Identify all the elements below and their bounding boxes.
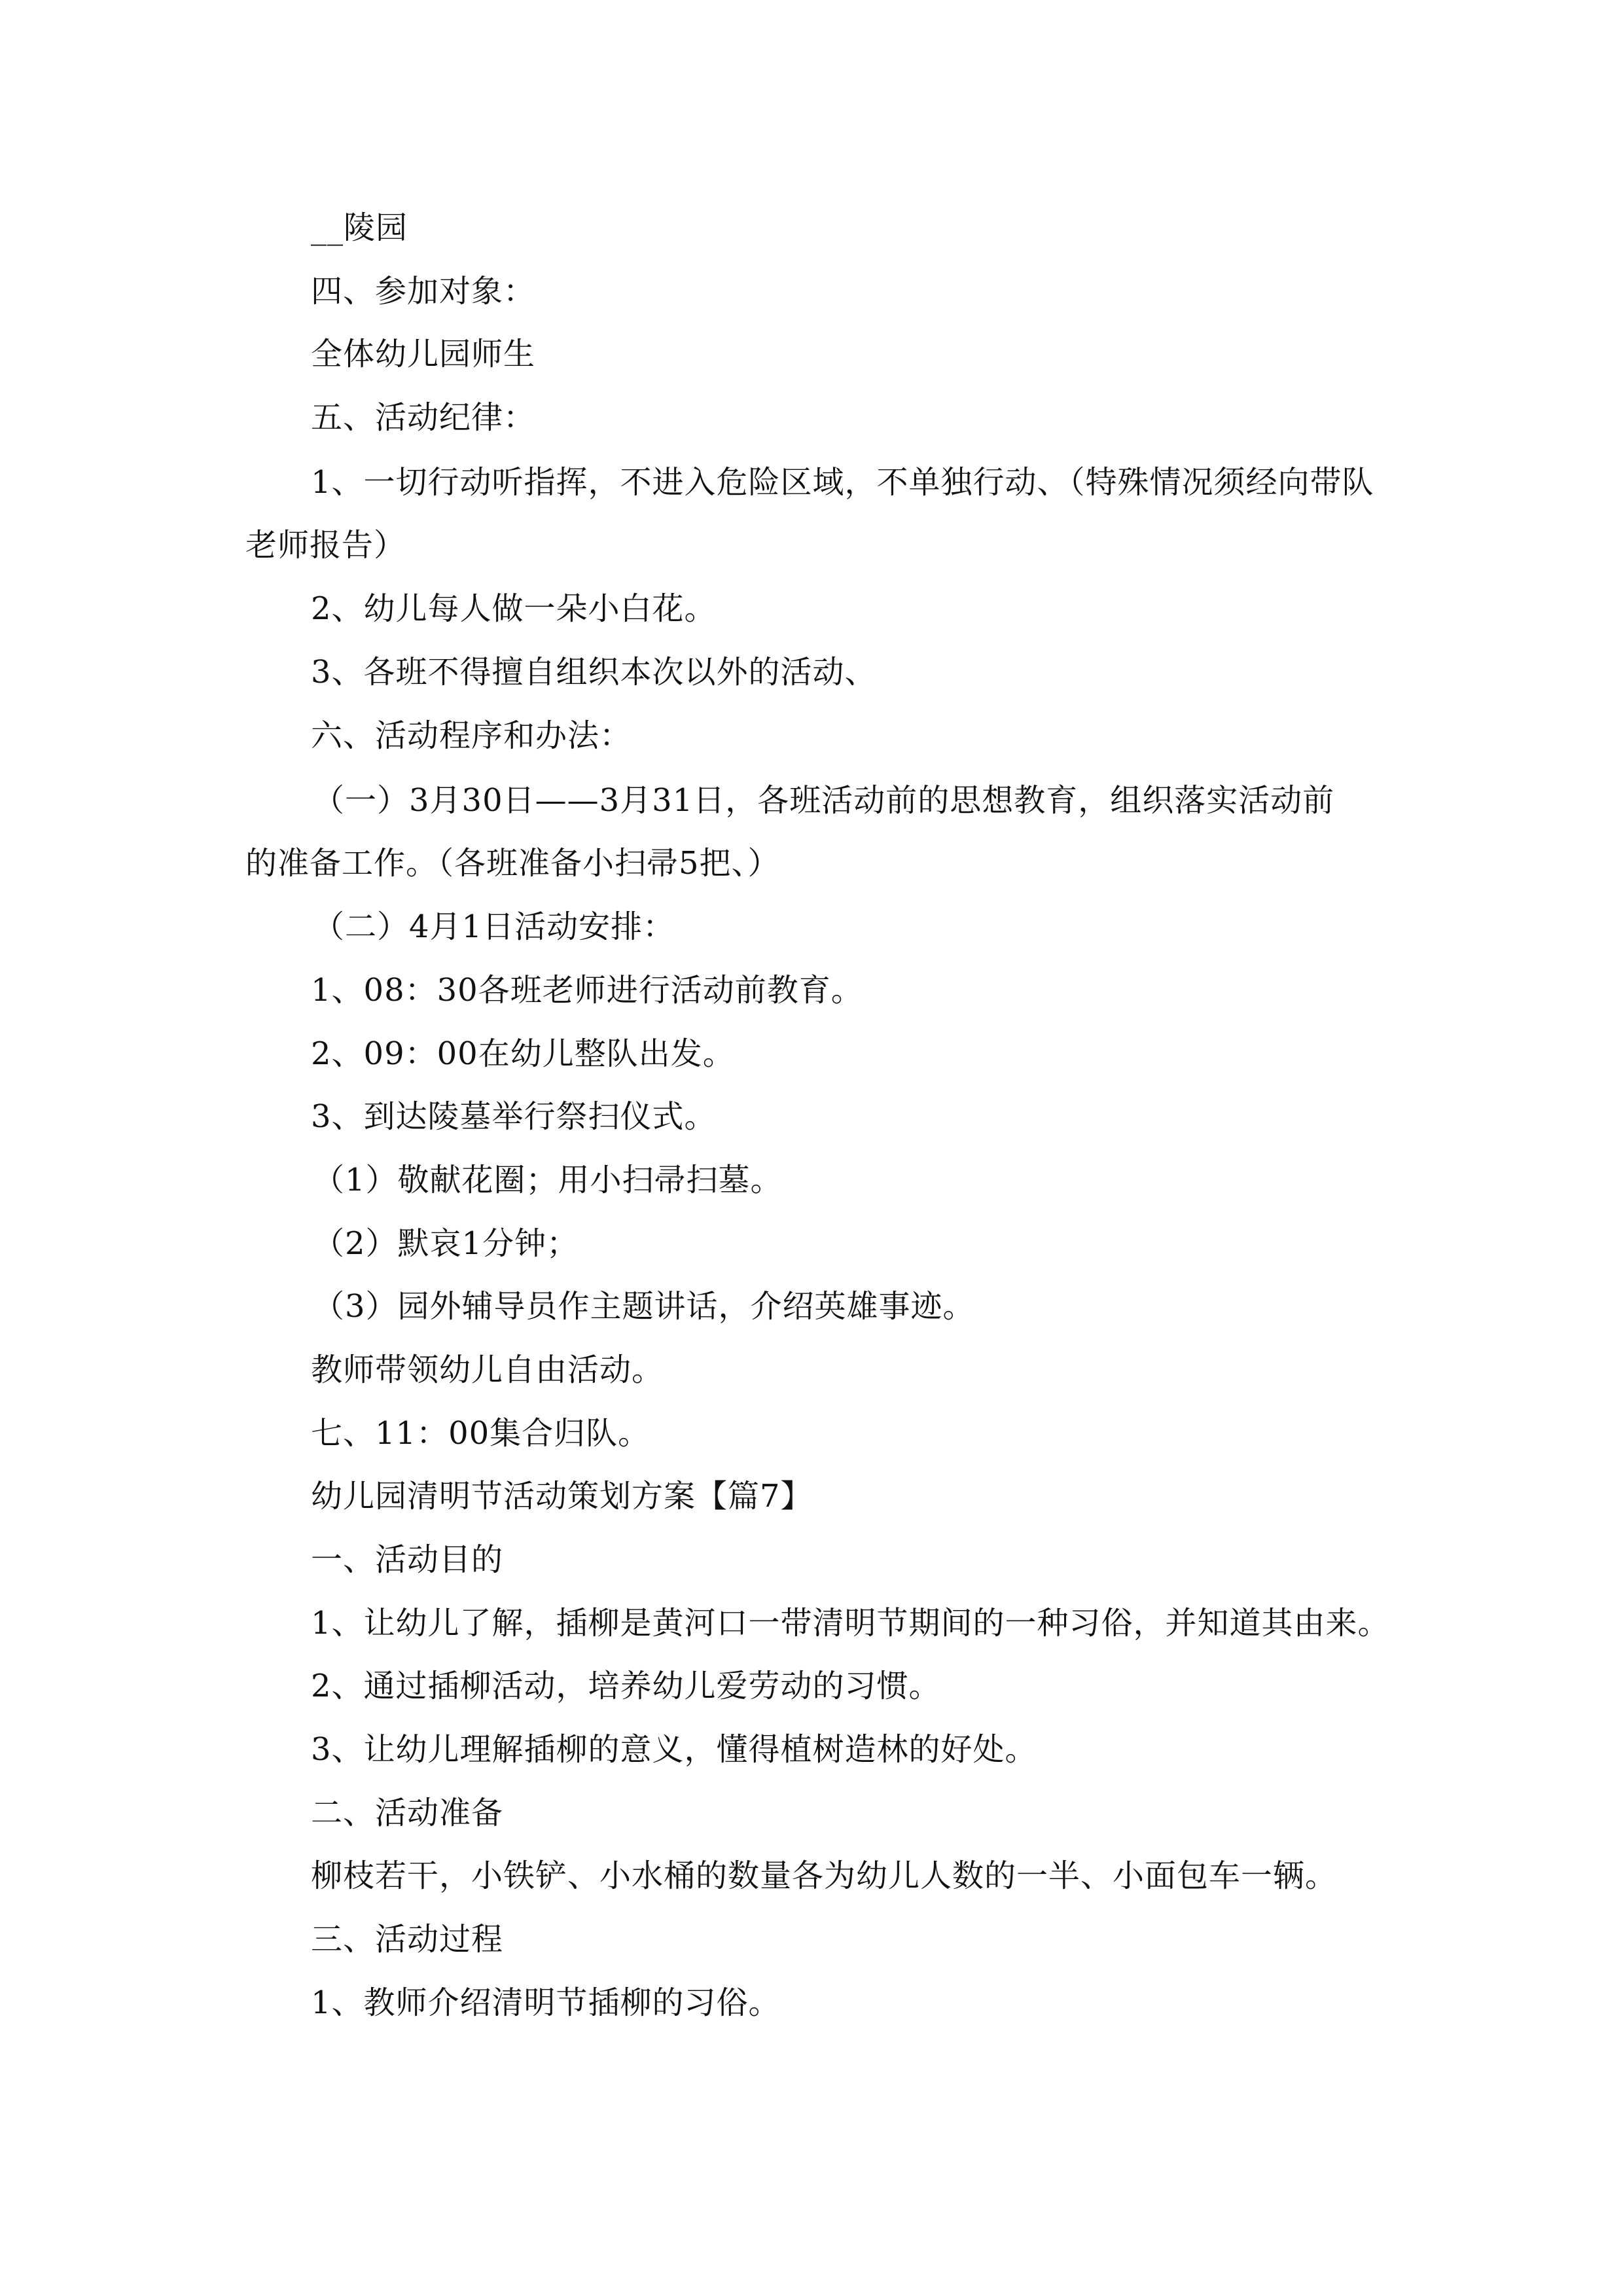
text-line: 1、让幼儿了解，插柳是黄河口一带清明节期间的一种习俗，并知道其由来。 (311, 1605, 1390, 1641)
text-line: 柳枝若干，小铁铲、小水桶的数量各为幼儿人数的一半、小面包车一辆。 (311, 1857, 1338, 1894)
section-heading: 四、参加对象： (311, 273, 536, 310)
text-line: 全体幼儿园师生 (311, 336, 536, 372)
section-heading: 七、11：00集合归队。 (311, 1415, 651, 1452)
article-title: 幼儿园清明节活动策划方案【篇7】 (311, 1478, 813, 1515)
text-line: 的准备工作。（各班准备小扫帚5把、） (245, 845, 780, 882)
text-line: （二）4月1日活动安排： (313, 908, 675, 945)
section-heading: 一、活动目的 (311, 1541, 504, 1578)
text-line: （一）3月30日——3月31日，各班活动前的思想教育，组织落实活动前 (313, 782, 1335, 819)
section-heading: 三、活动过程 (311, 1921, 504, 1958)
text-line: （1）敬献花圈；用小扫帚扫墓。 (313, 1162, 783, 1198)
text-line: （3）园外辅导员作主题讲话，介绍英雄事迹。 (313, 1288, 975, 1325)
text-line: 2、通过插柳活动，培养幼儿爱劳动的习惯。 (311, 1668, 941, 1704)
text-line: 2、幼儿每人做一朵小白花。 (311, 590, 717, 627)
text-line: 2、09：00在幼儿整队出发。 (311, 1035, 735, 1072)
text-line: （2）默哀1分钟； (313, 1225, 579, 1262)
section-heading: 二、活动准备 (311, 1795, 504, 1831)
text-line: 1、教师介绍清明节插柳的习俗。 (311, 1984, 781, 2021)
text-line: 3、到达陵墓举行祭扫仪式。 (311, 1098, 717, 1135)
section-heading: 五、活动纪律： (311, 399, 536, 436)
text-line: __陵园 (311, 209, 408, 246)
text-line: 教师带领幼儿自由活动。 (311, 1352, 664, 1388)
text-line: 1、一切行动听指挥，不进入危险区域，不单独行动、（特殊情况须经向带队 (311, 464, 1374, 501)
text-line: 3、各班不得擅自组织本次以外的活动、 (311, 654, 877, 691)
section-heading: 六、活动程序和办法： (311, 717, 632, 754)
text-line: 1、08：30各班老师进行活动前教育。 (311, 972, 863, 1009)
text-line: 老师报告） (245, 527, 406, 564)
text-line: 3、让幼儿理解插柳的意义，懂得植树造林的好处。 (311, 1731, 1037, 1768)
